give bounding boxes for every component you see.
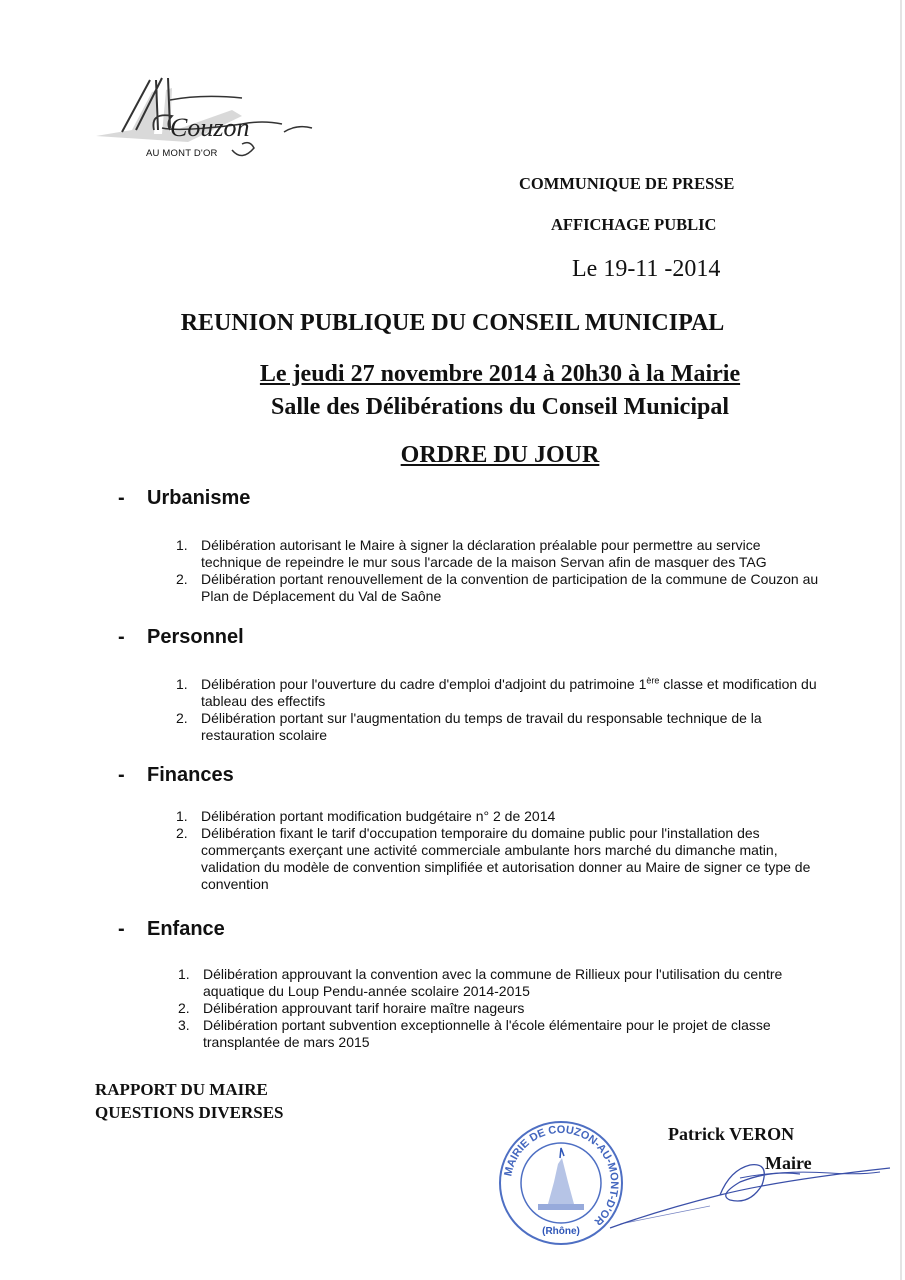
agenda-item <box>0 825 905 893</box>
section-bullet: - <box>118 626 125 648</box>
item-text: Délibération portant modification budgétaire n° 2 de 2014 <box>201 808 556 824</box>
item-number: 2. <box>176 571 188 587</box>
meeting-date-place: Le jeudi 27 novembre 2014 à 20h30 à la Mairie <box>259 361 741 387</box>
meeting-room: Salle des Délibérations du Conseil Municipal <box>270 394 730 420</box>
meeting-title: REUNION PUBLIQUE DU CONSEIL MUNICIPAL <box>180 310 725 336</box>
item-number: 2. <box>176 710 188 726</box>
item-text: Délibération portant sur l'augmentation du temps de travail du responsable technique de la restauration scolaire <box>201 710 762 743</box>
section-personnel <box>0 626 905 743</box>
item-number: 3. <box>178 1017 190 1033</box>
agenda-item <box>0 571 905 605</box>
item-text <box>201 676 821 710</box>
item-number: 1. <box>176 537 188 553</box>
item-text-start: Délibération pour l'ouverture du cadre d'emploi d'adjoint du patrimoine 1 <box>201 676 647 692</box>
item-text: Délibération approuvant la convention avec la commune de Rillieux pour l'utilisation du centre aquatique du Loup Pendu-année scolaire 2014-2015 <box>203 966 783 999</box>
item-number: 1. <box>176 676 188 692</box>
agenda-heading: ORDRE DU JOUR <box>400 442 600 468</box>
item-number: 2. <box>176 825 188 841</box>
section-urbanisme <box>0 487 905 604</box>
section-title: Urbanisme <box>147 487 251 509</box>
signer-role: Maire <box>765 1153 812 1173</box>
document-date: Le 19-11 -2014 <box>572 256 721 282</box>
mayor-report-label: RAPPORT DU MAIRE <box>95 1080 268 1099</box>
section-bullet: - <box>118 487 125 509</box>
agenda-item <box>0 966 905 1000</box>
logo-subtitle: AU MONT D'OR <box>146 148 218 159</box>
agenda-item <box>0 710 905 744</box>
item-number: 1. <box>178 966 190 982</box>
item-text: Délibération approuvant tarif horaire maître nageurs <box>203 1000 525 1016</box>
agenda-item <box>0 537 905 571</box>
handwritten-signature <box>600 1140 900 1240</box>
agenda-item <box>0 1017 905 1051</box>
section-enfance <box>0 918 905 1050</box>
section-title: Personnel <box>147 626 244 648</box>
logo-wordmark: Couzon <box>170 113 250 142</box>
stamp-text: MAIRIE DE COUZON-AU-MONT-D'OR <box>502 1123 621 1228</box>
misc-questions-label: QUESTIONS DIVERSES <box>95 1103 284 1122</box>
item-number: 2. <box>178 1000 190 1016</box>
section-finances <box>0 764 905 892</box>
agenda-item <box>0 808 905 825</box>
section-bullet: - <box>118 918 125 940</box>
public-display-label: AFFICHAGE PUBLIC <box>551 215 717 234</box>
item-text: Délibération autorisant le Maire à signer la déclaration préalable pour permettre au service technique de repeindre le mur sous l'arcade de la maison Servan afin de masquer des TAG <box>201 537 767 570</box>
section-title: Finances <box>147 764 234 786</box>
agenda-item <box>0 1000 905 1017</box>
item-number: 1. <box>176 808 188 824</box>
section-title: Enfance <box>147 918 225 940</box>
ordinal-superscript: ère <box>646 675 660 686</box>
item-text: Délibération portant renouvellement de la convention de participation de la commune de Couzon au Plan de Déplacement du Val de Saône <box>201 571 819 604</box>
item-text-end: classe et modification du tableau des effectifs <box>201 676 817 709</box>
press-release-label: COMMUNIQUE DE PRESSE <box>519 174 735 193</box>
section-bullet: - <box>118 764 125 786</box>
stamp-region: (Rhône) <box>542 1226 580 1237</box>
signer-name: Patrick VERON <box>668 1124 795 1144</box>
item-text: Délibération fixant le tarif d'occupation temporaire du domaine public pour l'installation des commerçants exerçant une activité commerciale ambulante hors marché du dimanche matin, validation du modèle de convention simplifiée et autorisation donner au Maire de signer ce type de convention <box>201 825 811 892</box>
agenda-item <box>0 676 905 710</box>
item-text: Délibération portant subvention exceptionnelle à l'école élémentaire pour le projet de classe transplantée de mars 2015 <box>203 1017 771 1050</box>
